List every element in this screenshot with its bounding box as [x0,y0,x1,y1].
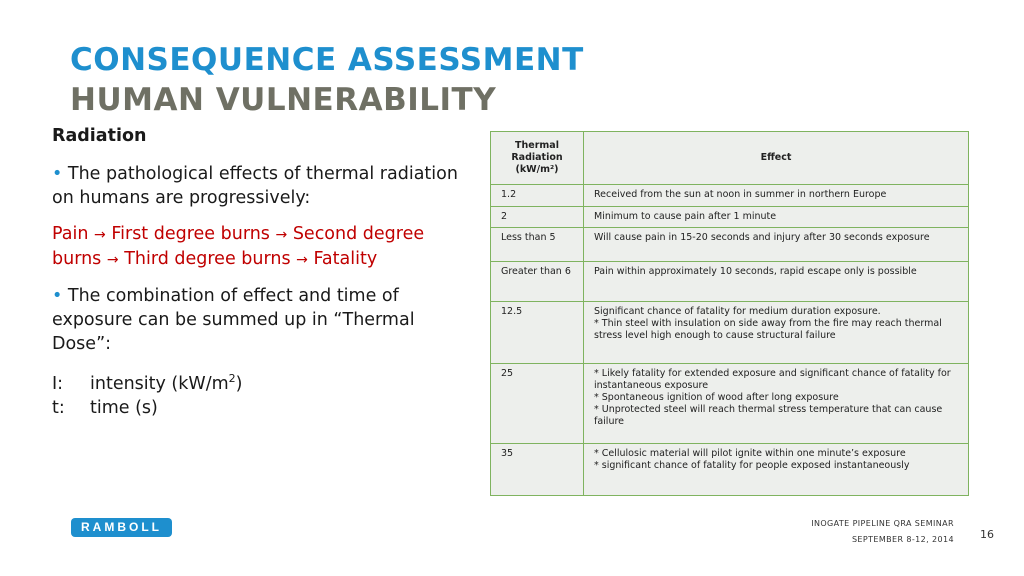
effect-cell [584,364,969,444]
burn-sequence [52,222,462,272]
effect-cell [584,444,969,496]
definition-time [52,396,462,420]
effect-line: Received from the sun at noon in summer in northern Europe [594,189,887,200]
radiation-value: Greater than 6 [491,262,584,302]
definition-symbol: t: [52,398,65,418]
table-row [491,228,969,262]
effect-line: * Thin steel with insulation on side away from the fire may reach thermal stress level high enough to cause structural failure [594,318,942,341]
effect-line: Will cause pain in 15-20 seconds and injury after 30 seconds exposure [594,232,930,243]
table-row [491,364,969,444]
arrow-icon: → [296,252,308,268]
radiation-value: 12.5 [491,302,584,364]
table-row [491,207,969,228]
effect-line: * Unprotected steel will reach thermal stress temperature that can cause failure [594,404,943,427]
effect-line: * Spontaneous ignition of wood after long exposure [594,392,839,403]
page-number: 16 [980,528,994,541]
bullet-2-text: The combination of effect and time of exposure can be summed up in “Thermal Dose”: [52,286,415,354]
section-heading: Radiation [52,126,147,146]
header-effect: Effect [584,132,969,185]
seq-third-degree: Third degree burns [124,249,291,269]
seq-pain: Pain [52,224,89,244]
table-row [491,444,969,496]
effect-cell [584,228,969,262]
bullet-1-text: The pathological effects of thermal radiation on humans are progressively: [52,164,458,208]
definition-text: time (s) [90,398,158,418]
effect-cell [584,207,969,228]
radiation-value: 25 [491,364,584,444]
effect-line: Minimum to cause pain after 1 minute [594,211,777,222]
definition-symbol: I: [52,374,64,394]
radiation-value: Less than 5 [491,228,584,262]
footer-info [811,516,954,548]
bullet-icon: • [52,164,63,184]
header-thermal-radiation: Thermal Radiation (kW/m²) [491,132,584,185]
effect-line: * Likely fatality for extended exposure and significant chance of fatality for instantaneous exposure [594,368,951,391]
effect-cell [584,262,969,302]
effect-line: * significant chance of fatality for people exposed instantaneously [594,460,910,471]
definition-intensity [52,372,462,396]
effect-cell [584,302,969,364]
arrow-icon: → [94,227,106,243]
bullet-icon: • [52,286,63,306]
footer-event: INOGATE PIPELINE QRA SEMINAR [811,519,954,528]
effect-line: Significant chance of fatality for medium duration exposure. [594,306,881,317]
effect-cell [584,185,969,207]
slide-subtitle: HUMAN VULNERABILITY [70,82,497,118]
table-header-row [491,132,969,185]
footer-date: SEPTEMBER 8-12, 2014 [851,535,954,544]
definition-text: intensity $(kW/m^2)$ [90,372,243,394]
ramboll-logo: RAMBOLL [71,518,172,537]
seq-second-degree: Second degree burns [52,224,425,269]
arrow-icon: → [275,227,288,243]
bullet-1 [52,162,462,210]
slide-title: CONSEQUENCE ASSESSMENT [70,42,584,78]
radiation-value: 2 [491,207,584,228]
arrow-icon: → [106,252,119,268]
left-content [52,124,462,420]
radiation-value: 35 [491,444,584,496]
effect-line: * Cellulosic material will pilot ignite within one minute’s exposure [594,448,906,459]
seq-first-degree: First degree burns [111,224,270,244]
table-row [491,262,969,302]
bullet-2 [52,284,462,356]
effect-line: Pain within approximately 10 seconds, rapid escape only is possible [594,266,917,277]
table-row [491,185,969,207]
definitions [52,372,462,420]
table-row [491,302,969,364]
seq-fatality: Fatality [313,249,378,269]
thermal-radiation-table [490,131,969,496]
superscript: 2 [228,372,236,386]
radiation-value: 1.2 [491,185,584,207]
